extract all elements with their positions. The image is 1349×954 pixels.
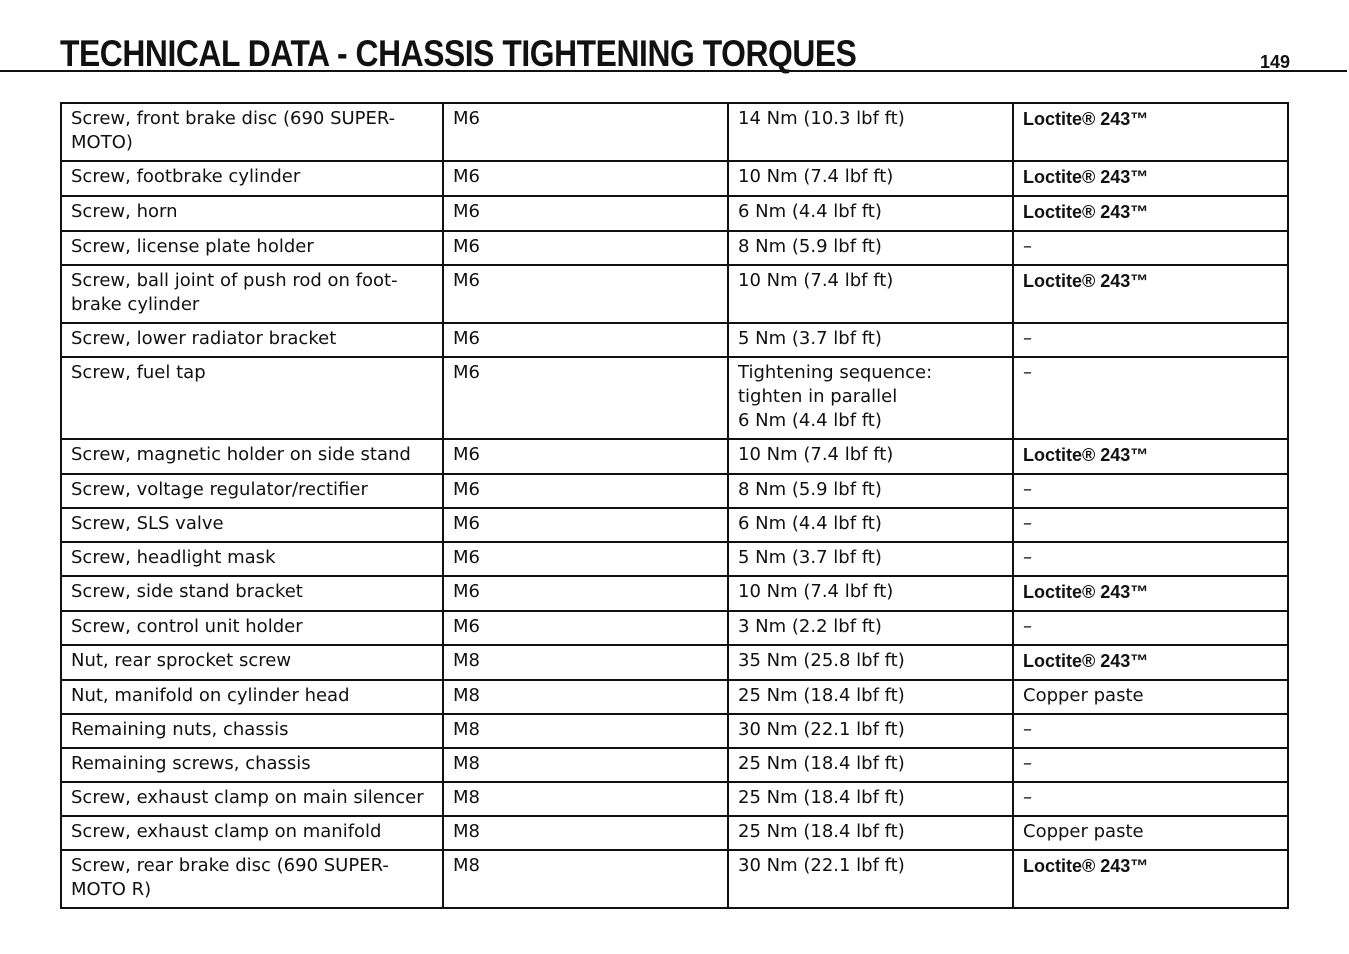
thread-cell: M8	[443, 850, 728, 908]
torque-cell: 25 Nm (18.4 lbf ft)	[728, 816, 1013, 850]
part-cell: Screw, rear brake disc (690 SUPER- MOTO R)	[61, 850, 443, 908]
note-cell: –	[1013, 357, 1288, 439]
thread-cell: M6	[443, 357, 728, 439]
page-number: 149	[1259, 52, 1290, 72]
table-row	[61, 265, 1288, 323]
note-cell	[1013, 103, 1288, 161]
part-cell: Screw, license plate holder	[61, 231, 443, 265]
note-cell	[1013, 439, 1288, 474]
table-row	[61, 231, 1288, 265]
thread-cell: M6	[443, 231, 728, 265]
table-row	[61, 680, 1288, 714]
thread-cell: M8	[443, 645, 728, 680]
torque-cell: 35 Nm (25.8 lbf ft)	[728, 645, 1013, 680]
part-cell: Screw, lower radiator bracket	[61, 323, 443, 357]
loctite-note: Loctite® 243™	[1023, 167, 1149, 187]
note-cell: –	[1013, 508, 1288, 542]
torque-cell: 10 Nm (7.4 lbf ft)	[728, 161, 1013, 196]
part-cell: Remaining nuts, chassis	[61, 714, 443, 748]
torque-cell: 3 Nm (2.2 lbf ft)	[728, 611, 1013, 645]
table-row	[61, 508, 1288, 542]
table-row	[61, 850, 1288, 908]
table-row	[61, 542, 1288, 576]
thread-cell: M6	[443, 508, 728, 542]
table-row	[61, 714, 1288, 748]
note-cell: –	[1013, 714, 1288, 748]
note-cell	[1013, 196, 1288, 231]
part-cell: Screw, magnetic holder on side stand	[61, 439, 443, 474]
part-cell: Screw, exhaust clamp on manifold	[61, 816, 443, 850]
torque-cell: 5 Nm (3.7 lbf ft)	[728, 323, 1013, 357]
loctite-note: Loctite® 243™	[1023, 109, 1149, 129]
part-cell: Screw, horn	[61, 196, 443, 231]
table-row	[61, 611, 1288, 645]
note-cell	[1013, 576, 1288, 611]
torque-cell: 5 Nm (3.7 lbf ft)	[728, 542, 1013, 576]
torque-table	[60, 102, 1289, 909]
note-cell	[1013, 850, 1288, 908]
thread-cell: M6	[443, 474, 728, 508]
torque-cell: 10 Nm (7.4 lbf ft)	[728, 576, 1013, 611]
part-cell: Screw, headlight mask	[61, 542, 443, 576]
title-divider	[0, 70, 1347, 72]
part-cell: Screw, footbrake cylinder	[61, 161, 443, 196]
part-cell: Nut, rear sprocket screw	[61, 645, 443, 680]
loctite-note: Loctite® 243™	[1023, 856, 1149, 876]
torque-cell: 6 Nm (4.4 lbf ft)	[728, 508, 1013, 542]
table-row	[61, 748, 1288, 782]
table-row	[61, 103, 1288, 161]
thread-cell: M6	[443, 196, 728, 231]
thread-cell: M8	[443, 714, 728, 748]
part-cell: Screw, control unit holder	[61, 611, 443, 645]
note-cell: –	[1013, 782, 1288, 816]
note-cell: Copper paste	[1013, 680, 1288, 714]
part-cell: Screw, exhaust clamp on main silencer	[61, 782, 443, 816]
torque-cell: 10 Nm (7.4 lbf ft)	[728, 439, 1013, 474]
torque-cell: 30 Nm (22.1 lbf ft)	[728, 714, 1013, 748]
loctite-note: Loctite® 243™	[1023, 445, 1149, 465]
torque-cell: 14 Nm (10.3 lbf ft)	[728, 103, 1013, 161]
note-cell: –	[1013, 748, 1288, 782]
loctite-note: Loctite® 243™	[1023, 651, 1149, 671]
table-row	[61, 357, 1288, 439]
thread-cell: M6	[443, 576, 728, 611]
table-row	[61, 439, 1288, 474]
loctite-note: Loctite® 243™	[1023, 582, 1149, 602]
table-row	[61, 782, 1288, 816]
thread-cell: M8	[443, 816, 728, 850]
thread-cell: M8	[443, 748, 728, 782]
torque-cell: Tightening sequence: tighten in parallel 6 Nm (4.4 lbf ft)	[728, 357, 1013, 439]
thread-cell: M6	[443, 161, 728, 196]
note-cell	[1013, 645, 1288, 680]
note-cell: –	[1013, 611, 1288, 645]
thread-cell: M6	[443, 439, 728, 474]
table-row	[61, 576, 1288, 611]
thread-cell: M6	[443, 611, 728, 645]
torque-cell: 6 Nm (4.4 lbf ft)	[728, 196, 1013, 231]
torque-cell: 25 Nm (18.4 lbf ft)	[728, 782, 1013, 816]
thread-cell: M6	[443, 542, 728, 576]
table-row	[61, 474, 1288, 508]
table-row	[61, 196, 1288, 231]
part-cell: Screw, fuel tap	[61, 357, 443, 439]
thread-cell: M6	[443, 265, 728, 323]
thread-cell: M6	[443, 103, 728, 161]
torque-cell: 8 Nm (5.9 lbf ft)	[728, 231, 1013, 265]
page-title: TECHNICAL DATA - CHASSIS TIGHTENING TORQUES	[60, 33, 857, 74]
part-cell: Screw, side stand bracket	[61, 576, 443, 611]
table-row	[61, 816, 1288, 850]
note-cell: –	[1013, 323, 1288, 357]
note-cell: –	[1013, 231, 1288, 265]
torque-cell: 10 Nm (7.4 lbf ft)	[728, 265, 1013, 323]
part-cell: Screw, SLS valve	[61, 508, 443, 542]
loctite-note: Loctite® 243™	[1023, 202, 1149, 222]
table-row	[61, 323, 1288, 357]
torque-cell: 25 Nm (18.4 lbf ft)	[728, 680, 1013, 714]
note-cell: –	[1013, 474, 1288, 508]
torque-cell: 25 Nm (18.4 lbf ft)	[728, 748, 1013, 782]
note-cell	[1013, 265, 1288, 323]
part-cell: Nut, manifold on cylinder head	[61, 680, 443, 714]
torque-cell: 30 Nm (22.1 lbf ft)	[728, 850, 1013, 908]
thread-cell: M6	[443, 323, 728, 357]
torque-table-body	[61, 103, 1288, 908]
loctite-note: Loctite® 243™	[1023, 271, 1149, 291]
part-cell: Remaining screws, chassis	[61, 748, 443, 782]
thread-cell: M8	[443, 680, 728, 714]
table-row	[61, 645, 1288, 680]
note-cell: –	[1013, 542, 1288, 576]
note-cell: Copper paste	[1013, 816, 1288, 850]
table-row	[61, 161, 1288, 196]
part-cell: Screw, voltage regulator/rectifier	[61, 474, 443, 508]
thread-cell: M8	[443, 782, 728, 816]
note-cell	[1013, 161, 1288, 196]
torque-cell: 8 Nm (5.9 lbf ft)	[728, 474, 1013, 508]
part-cell: Screw, front brake disc (690 SUPER- MOTO)	[61, 103, 443, 161]
part-cell: Screw, ball joint of push rod on foot- brake cylinder	[61, 265, 443, 323]
